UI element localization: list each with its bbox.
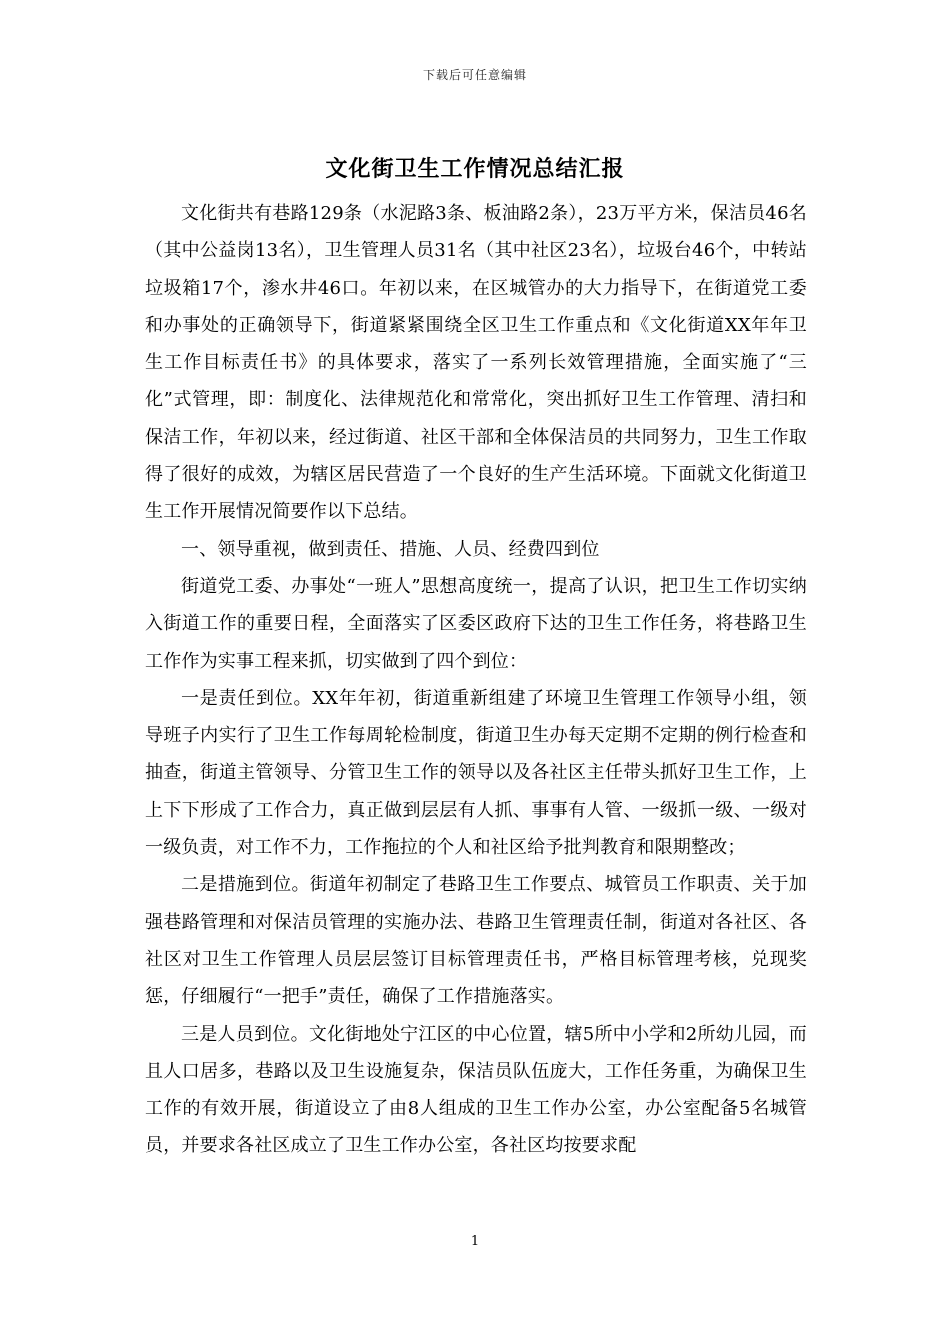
section-heading: 一、领导重视，做到责任、措施、人员、经费四到位 xyxy=(181,538,600,560)
paragraph-intro: 文化街共有巷路129条（水泥路3条、板油路2条），23万平方米，保洁员46名（其中公益岗13名），卫生管理人员31名（其中社区23名），垃圾台46个，中转站垃圾箱17个，渗水井46口。年初以来，在区城管办的大力指导下，在街道党工委和办事处的正确领导下，街道紧紧围绕全区卫生工作重点和《文化街道XX年年卫生工作目标责任书》的具体要求，落实了一系列长效管理措施，全面实施了“三化”式管理，即：制度化、法律规范化和常常化，突出抓好卫生工作管理、清扫和保洁工作，年初以来，经过街道、社区干部和全体保洁员的共同努力，卫生工作取得了很好的成效，为辖区居民营造了一个良好的生产生活环境。下面就文化街道卫生工作开展情况简要作以下总结。 xyxy=(145,203,807,523)
paragraph: 三是人员到位。文化街地处宁江区的中心位置，辖5所中小学和2所幼儿园，而且人口居多，巷路以及卫生设施复杂，保洁员队伍庞大，工作任务重，为确保卫生工作的有效开展，街道设立了由8人组成的卫生工作办公室，办公室配备5名城管员，并要求各社区成立了卫生工作办公室，各社区均按要求配 xyxy=(145,1023,807,1157)
paragraph: 一是责任到位。XX年年初，街道重新组建了环境卫生管理工作领导小组，领导班子内实行了卫生工作每周轮检制度，街道卫生办每天定期不定期的例行检查和抽查，街道主管领导、分管卫生工作的领导以及各社区主任带头抓好卫生工作，上上下下形成了工作合力，真正做到层层有人抓、事事有人管、一级抓一级、一级对一级负责，对工作不力，工作拖拉的个人和社区给予批判教育和限期整改； xyxy=(145,687,807,859)
document-title: 文化街卫生工作情况总结汇报 xyxy=(325,156,625,182)
paragraph: 街道党工委、办事处“一班人”思想高度统一，提高了认识，把卫生工作切实纳入街道工作的重要日程，全面落实了区委区政府下达的卫生工作任务，将巷路卫生工作作为实事工程来抓，切实做到了四个到位： xyxy=(145,575,807,672)
page-number: 1 xyxy=(470,1234,480,1249)
document-body xyxy=(145,195,807,1165)
header-note: 下载后可任意编辑 xyxy=(422,68,527,82)
paragraph: 二是措施到位。街道年初制定了巷路卫生工作要点、城管员工作职责、关于加强巷路管理和对保洁员管理的实施办法、巷路卫生管理责任制，街道对各社区、各社区对卫生工作管理人员层层签订目标管理责任书，严格目标管理考核，兑现奖惩，仔细履行“一把手”责任，确保了工作措施落实。 xyxy=(145,874,807,1008)
